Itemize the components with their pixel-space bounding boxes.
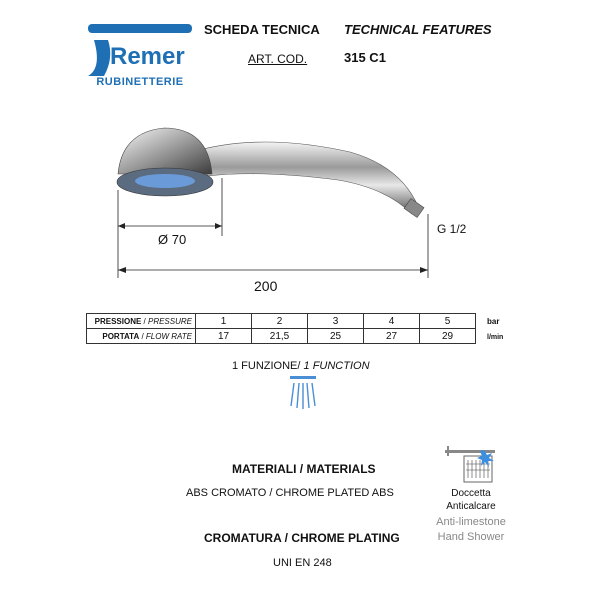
- pressure-unit: bar: [487, 317, 500, 326]
- anti-limestone-label-it-2: Anticalcare: [446, 501, 496, 512]
- table-row-pressure: [87, 314, 476, 329]
- pressure-flow-table: [86, 313, 476, 344]
- chrome-plating-title: CROMATURA / CHROME PLATING: [204, 531, 400, 545]
- table-cell: 1: [196, 314, 252, 329]
- table-cell: 29: [420, 329, 476, 344]
- table-cell: 5: [420, 314, 476, 329]
- logo-brand: Remer: [110, 43, 185, 70]
- table-cell: 2: [252, 314, 308, 329]
- article-code: 315 C1: [344, 50, 386, 65]
- table-cell: 27: [364, 329, 420, 344]
- diameter-dimension: Ø 70: [158, 232, 187, 247]
- table-cell: 17: [196, 329, 252, 344]
- table-cell: 21,5: [252, 329, 308, 344]
- table-cell: 3: [308, 314, 364, 329]
- pressure-label: PRESSIONE / PRESSURE: [87, 314, 196, 329]
- thread-size: G 1/2: [437, 222, 467, 236]
- spray-icon: [288, 376, 318, 410]
- anti-limestone-label-en-2: Hand Shower: [437, 531, 505, 543]
- flow-rate-unit: l/min: [487, 334, 504, 341]
- anti-limestone-label-it-1: Doccetta: [451, 488, 491, 499]
- title-italian: SCHEDA TECNICA: [204, 22, 320, 37]
- chrome-plating-value: UNI EN 248: [273, 557, 332, 569]
- flow-rate-label: PORTATA / FLOW RATE: [87, 329, 196, 344]
- length-dimension: 200: [254, 278, 278, 294]
- materials-title: MATERIALI / MATERIALS: [232, 462, 376, 476]
- anti-limestone-icon: [444, 444, 496, 484]
- hand-shower-drawing: [100, 118, 520, 298]
- anti-limestone-label-en-1: Anti-limestone: [436, 516, 506, 528]
- table-cell: 4: [364, 314, 420, 329]
- title-english: TECHNICAL FEATURES: [344, 22, 492, 37]
- materials-value: ABS CROMATO / CHROME PLATED ABS: [186, 487, 394, 499]
- logo-subtitle: RUBINETTERIE: [96, 76, 184, 88]
- table-cell: 25: [308, 329, 364, 344]
- article-code-label: ART. COD.: [248, 52, 308, 66]
- function-label: 1 FUNZIONE/ 1 FUNCTION: [232, 360, 370, 372]
- table-row-flow-rate: [87, 329, 476, 344]
